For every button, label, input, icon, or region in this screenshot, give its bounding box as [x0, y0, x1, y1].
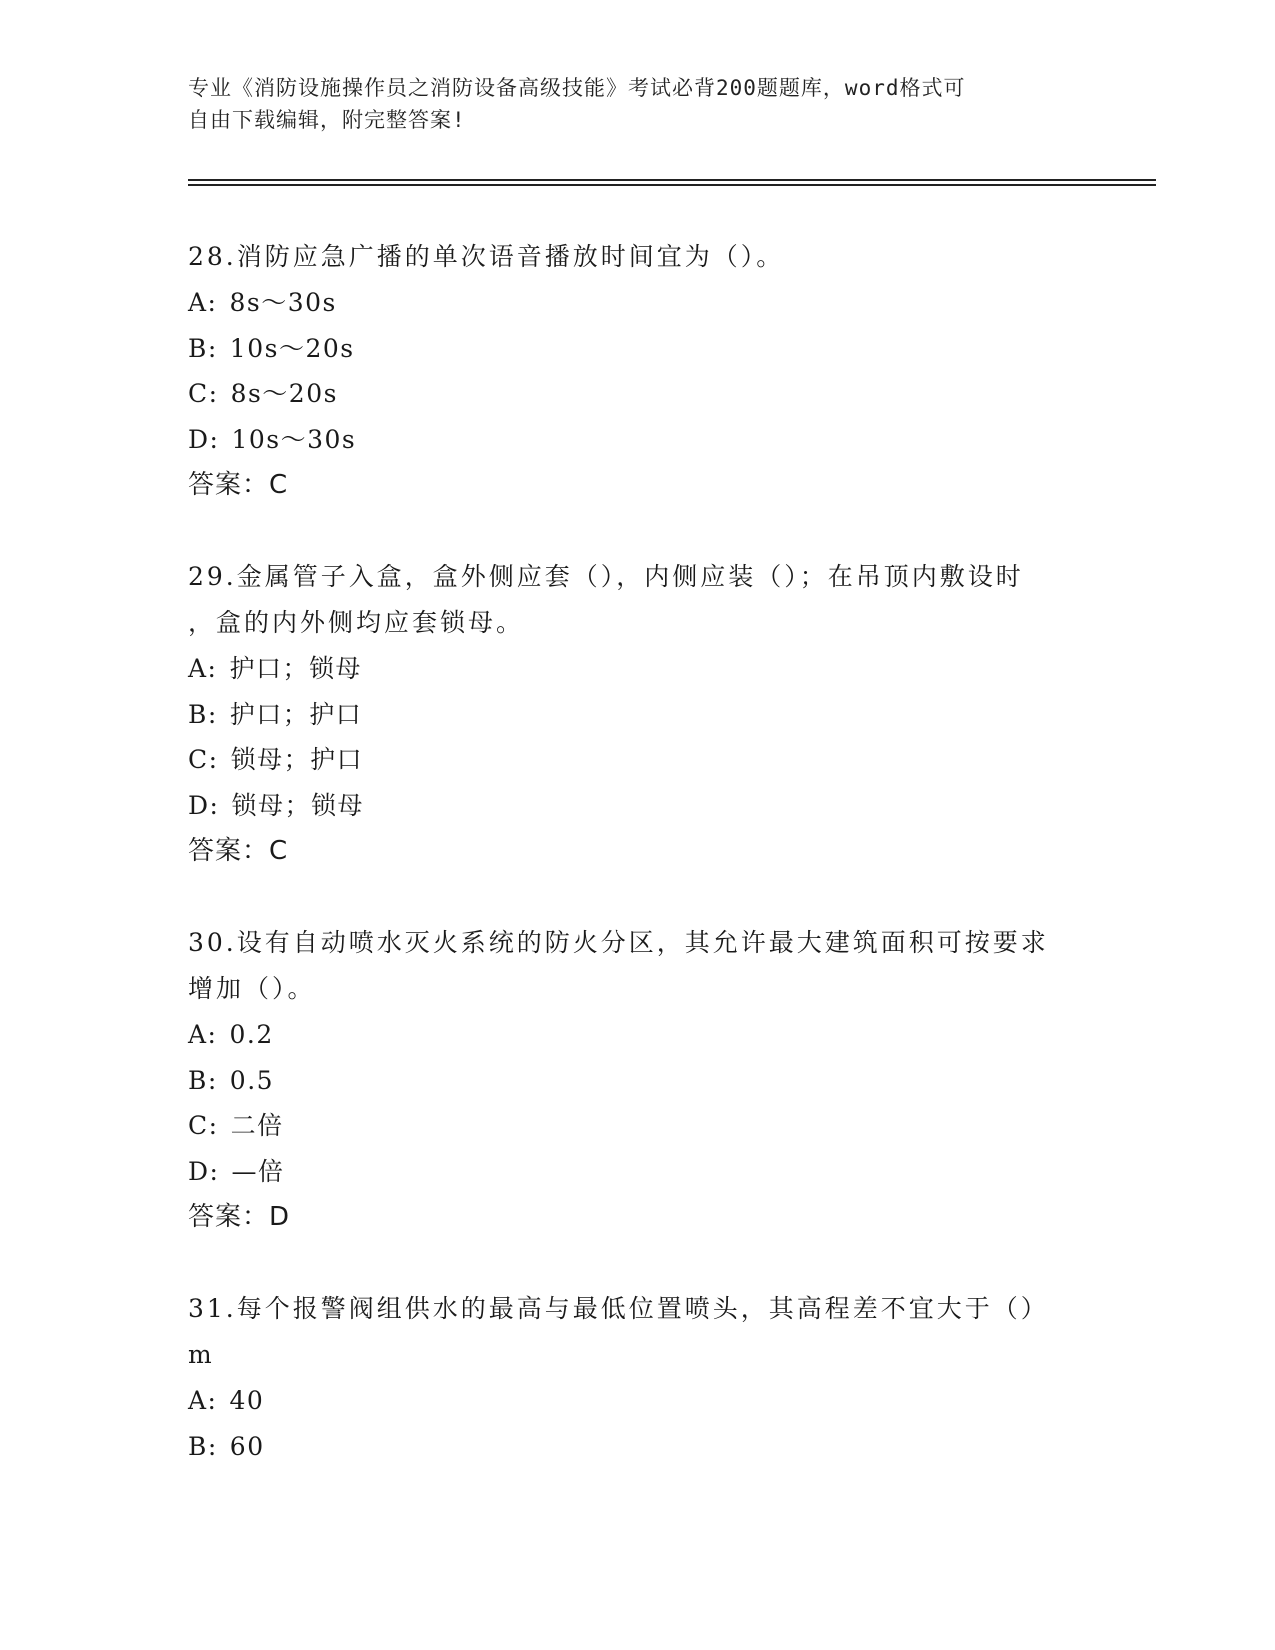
option-text: 8s～30s: [229, 288, 337, 317]
option-text: —倍: [231, 1156, 285, 1186]
option-letter: C:: [188, 745, 219, 774]
question-stem: 28.消防应急广播的单次语音播放时间宜为（）。: [188, 242, 785, 271]
question-stem: 29.金属管子入盒，盒外侧应套（），内侧应装（）；在吊顶内敷设时: [188, 562, 1024, 591]
option-letter: D:: [188, 790, 220, 820]
option-text: 60: [229, 1431, 265, 1461]
answer-line: 答案：C: [188, 470, 289, 500]
question-list: [188, 234, 1088, 1515]
option-letter: D:: [188, 1156, 220, 1186]
option-letter: B:: [188, 1065, 218, 1095]
header-line: 专业《消防设施操作员之消防设备高级技能》考试必背200题题库，word格式可: [188, 76, 966, 100]
question-31: [188, 1286, 1088, 1469]
option-text: 10s～20s: [229, 333, 355, 363]
option-letter: A:: [188, 288, 218, 317]
question-stem: 30.设有自动喷水灭火系统的防火分区，其允许最大建筑面积可按要求: [188, 928, 1049, 957]
option-text: 8s～20s: [230, 379, 338, 408]
option-a: [188, 280, 1088, 326]
option-d: [188, 1149, 1088, 1195]
option-a: [188, 1378, 1088, 1424]
question-stem: 增加（）。: [188, 974, 316, 1003]
option-letter: B:: [188, 699, 218, 729]
option-b: [188, 1424, 1088, 1470]
question-29: [188, 554, 1088, 874]
question-stem: m: [188, 1340, 215, 1369]
option-text: 锁母；锁母: [231, 790, 364, 820]
option-text: 40: [229, 1386, 265, 1415]
option-d: [188, 417, 1088, 463]
answer-line: 答案：C: [188, 836, 289, 866]
option-b: [188, 692, 1088, 738]
option-c: [188, 1103, 1088, 1149]
option-b: [188, 1058, 1088, 1104]
option-letter: D:: [188, 424, 220, 454]
option-letter: A:: [188, 654, 218, 683]
question-30: [188, 920, 1088, 1240]
option-a: [188, 1012, 1088, 1058]
document-header: [188, 72, 1068, 136]
option-letter: B:: [188, 1431, 218, 1461]
option-text: 护口；护口: [229, 699, 363, 729]
option-b: [188, 326, 1088, 372]
option-letter: C:: [188, 1111, 219, 1140]
option-d: [188, 783, 1088, 829]
option-text: 10s～30s: [231, 424, 357, 454]
question-stem: ，盒的内外侧均应套锁母。: [188, 608, 525, 637]
option-letter: A:: [188, 1020, 218, 1049]
answer-line: 答案：D: [188, 1202, 291, 1232]
option-text: 二倍: [230, 1111, 284, 1140]
option-c: [188, 371, 1088, 417]
header-divider: [188, 179, 1156, 181]
option-text: 锁母；护口: [230, 745, 364, 774]
option-c: [188, 737, 1088, 783]
option-text: 护口；锁母: [229, 654, 362, 683]
header-line: 自由下载编辑，附完整答案!: [188, 108, 466, 132]
option-text: 0.2: [229, 1020, 274, 1049]
question-stem: 31.每个报警阀组供水的最高与最低位置喷头，其高程差不宜大于（）: [188, 1294, 1049, 1323]
option-text: 0.5: [229, 1065, 275, 1095]
option-a: [188, 646, 1088, 692]
question-28: [188, 234, 1088, 508]
option-letter: A:: [188, 1386, 218, 1415]
option-letter: B:: [188, 333, 218, 363]
option-letter: C:: [188, 379, 219, 408]
header-divider: [188, 184, 1156, 186]
